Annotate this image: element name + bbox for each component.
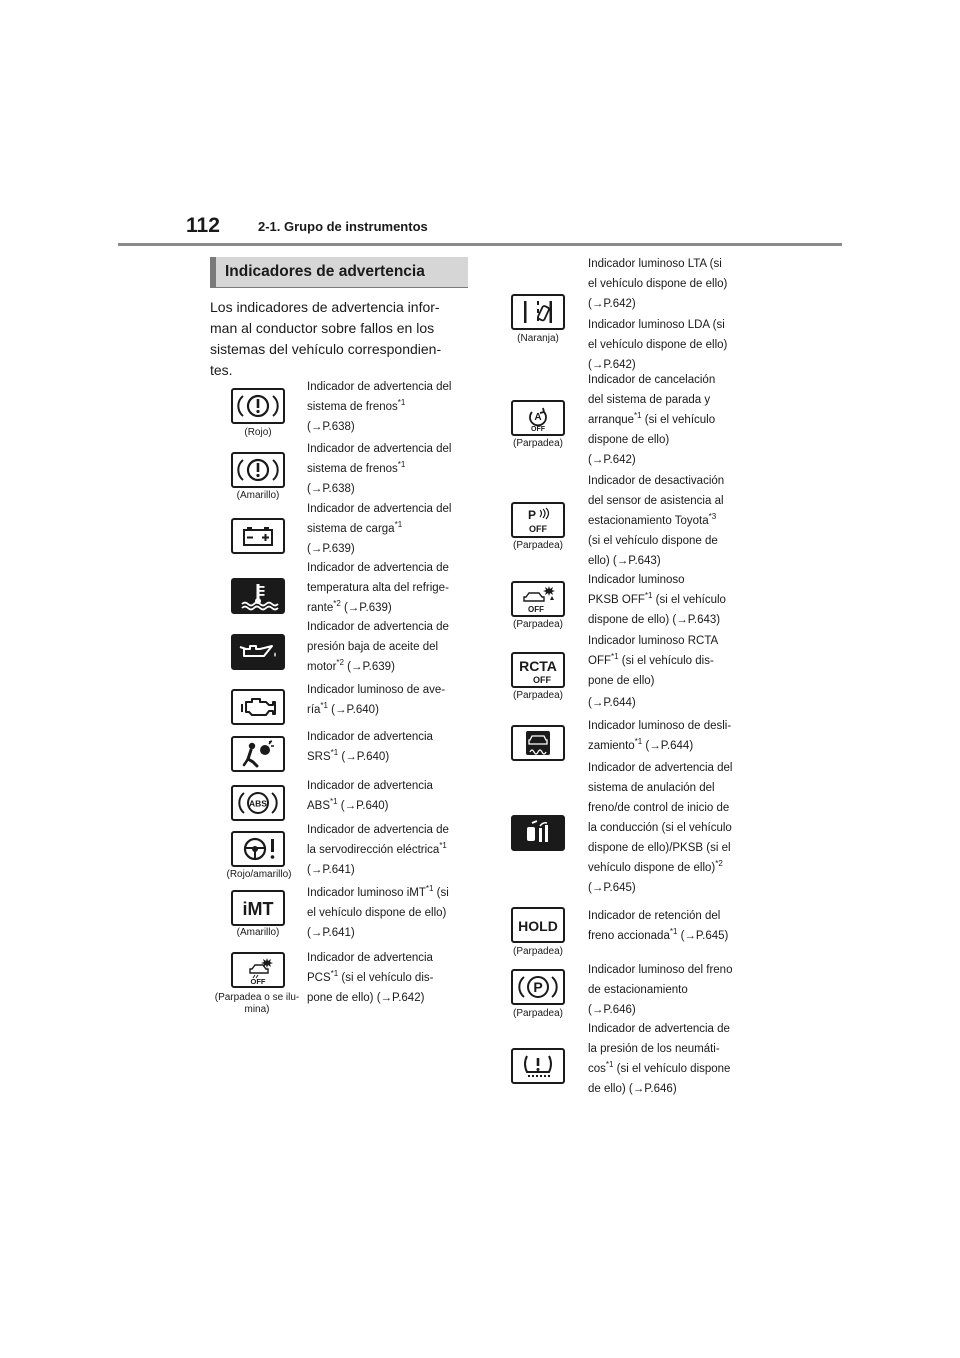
oil-pressure-icon: [231, 634, 285, 670]
pksb-off-icon: [511, 581, 565, 617]
stop-start-off-icon: [511, 400, 565, 436]
imt-indicator-icon: [231, 890, 285, 926]
check-engine-icon: [231, 689, 285, 725]
svg-text:P: P: [527, 508, 537, 522]
header-divider: [118, 243, 842, 246]
svg-text:A: A: [534, 412, 542, 423]
intro-paragraph: Los indicadores de advertencia infor-man al conductor sobre fallos en los sistemas del vehículo correspondien-tes.: [210, 299, 442, 378]
svg-text:OFF: OFF: [529, 524, 547, 534]
icon-caption: (Parpadea): [512, 1008, 564, 1019]
svg-text:OFF: OFF: [250, 977, 266, 985]
abs-warning-icon: [231, 785, 285, 821]
slip-indicator-icon: [511, 725, 565, 761]
svg-text:RCTA: RCTA: [519, 658, 557, 674]
brake-override-icon: [511, 815, 565, 851]
indicator-description: Indicador de advertencia ABS$^{*1}$ (→P.640): [307, 780, 433, 812]
coolant-temperature-icon: [231, 578, 285, 614]
section-header: 2-1. Grupo de instrumentos: [258, 219, 428, 234]
power-steering-icon: [231, 831, 285, 867]
indicator-description: Indicador de desactivación del sensor de asistencia al estacionamiento Toyota$^{*3}$ (si el vehículo dispone de ello) (→P.643): [588, 475, 725, 567]
svg-text:OFF: OFF: [528, 605, 544, 614]
icon-caption: (Parpadea): [512, 540, 564, 551]
indicator-description: Indicador de advertencia del sistema de anulación del freno/de control de inicio de la conducción (si el vehículo dispone de ello)/PKSB (si el vehículo dispone de ello)$^{*2}$ (→P.645): [588, 762, 733, 894]
battery-icon: [231, 518, 285, 554]
svg-text:P: P: [533, 979, 543, 995]
parking-sensor-off-icon: [511, 502, 565, 538]
lane-departure-icon: [511, 294, 565, 330]
indicator-description: Indicador luminoso LTA (si el vehículo dispone de ello) (→P.642): [588, 258, 728, 310]
indicator-description: Indicador de advertencia SRS$^{*1}$ (→P.640): [307, 731, 433, 763]
indicator-description: Indicador de advertencia del sistema de frenos$^{*1}$ (→P.638): [307, 443, 452, 495]
svg-text:iMT: iMT: [242, 899, 274, 919]
rcta-off-icon: [511, 652, 565, 688]
indicator-description: Indicador de retención del freno accionada$^{*1}$ (→P.645): [588, 910, 729, 942]
indicator-description: Indicador de advertencia del sistema de carga$^{*1}$ (→P.639): [307, 503, 452, 555]
brake-warning-icon: [231, 388, 285, 424]
indicator-description: Indicador de advertencia de temperatura alta del refrige- rante$^{*2}$ (→P.639): [307, 562, 449, 614]
page-number: 112: [186, 214, 220, 237]
brake-warning-icon: [231, 452, 285, 488]
icon-caption: (Rojo): [244, 427, 272, 438]
svg-text:OFF: OFF: [533, 675, 551, 685]
indicator-description: Indicador luminoso LDA (si el vehículo dispone de ello) (→P.642): [588, 319, 728, 371]
tire-pressure-icon: [511, 1048, 565, 1084]
indicator-description: Indicador de advertencia del sistema de frenos$^{*1}$ (→P.638): [307, 381, 452, 433]
indicator-description: Indicador de advertencia de la servodirección eléctrica$^{*1}$ (→P.641): [307, 824, 449, 876]
brake-hold-icon: [511, 907, 565, 943]
indicator-description: Indicador luminoso del freno de estacionamiento (→P.646): [588, 964, 733, 1016]
icon-caption: (Amarillo): [236, 927, 280, 938]
icon-caption: (Parpadea o se ilu- mina): [214, 992, 300, 1015]
indicator-description: Indicador de advertencia de la presión de los neumáti- $\cos^{*1} (si$ el vehículo dispone de ello) (→P.646): [588, 1023, 731, 1095]
indicator-description: Indicador luminoso PKSB OFF$^{*1}$ (si el vehículo dispone de ello) (→P.643): [588, 574, 726, 626]
indicator-description: Indicador de advertencia de presión baja de aceite del motor$^{*2}$ (→P.639): [307, 621, 449, 673]
icon-caption: (Parpadea): [512, 438, 564, 449]
indicator-description: Indicador luminoso de ave- ría$^{*1}$ (→P.640): [307, 684, 446, 716]
icon-caption: (Parpadea): [512, 619, 564, 630]
icon-caption: (Naranja): [517, 333, 559, 344]
svg-text:HOLD: HOLD: [518, 918, 558, 934]
parking-brake-icon: [511, 969, 565, 1005]
icon-caption: (Parpadea): [512, 690, 564, 701]
indicator-description: Indicador luminoso de desli- zamiento$^{*1}$ (→P.644): [588, 720, 732, 752]
indicator-description: Indicador luminoso RCTA OFF$^{*1}$ (si el vehículo dis- pone de ello) (→P.644): [588, 635, 719, 709]
icon-caption: (Parpadea): [512, 946, 564, 957]
indicator-description: Indicador luminoso iMT$^{*1}$ (si el vehículo dispone de ello) (→P.641): [307, 884, 449, 939]
indicator-description: Indicador de advertencia PCS$^{*1}$ (si el vehículo dis- pone de ello) (→P.642): [307, 952, 434, 1004]
section-title: Indicadores de advertencia: [210, 257, 468, 287]
indicator-description: Indicador de cancelación del sistema de parada y arranque$^{*1}$ (si el vehículo dispone de ello) (→P.642): [588, 374, 716, 466]
icon-caption: (Rojo/amarillo): [226, 869, 292, 880]
svg-text:ABS: ABS: [249, 798, 267, 809]
icon-caption: (Amarillo): [236, 490, 280, 501]
svg-text:OFF: OFF: [531, 426, 545, 433]
section-divider: [210, 287, 468, 288]
pcs-warning-icon: [231, 952, 285, 988]
srs-airbag-icon: [231, 736, 285, 772]
